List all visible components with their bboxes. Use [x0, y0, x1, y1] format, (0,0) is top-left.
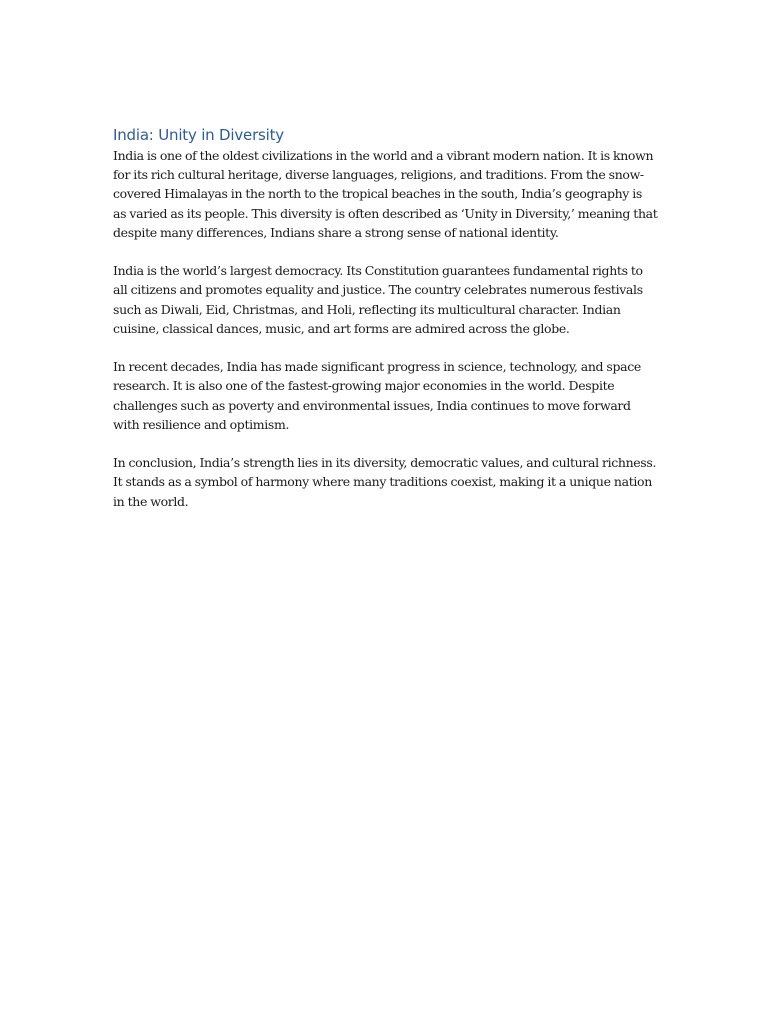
- paragraph-democracy: India is the world’s largest democracy. Its Constitution guarantees fundamental rights to all citizens and promotes equality and justice. The country celebrates numerous festivals such as Diwali, Eid, Christmas, and Holi, reflecting its multicultural character. Indian cuisine, classical dances, music, and art forms are admired across the globe.: [113, 263, 643, 336]
- paragraph-conclusion: In conclusion, India’s strength lies in its diversity, democratic values, and cultural richness. It stands as a symbol of harmony where many traditions coexist, making it a unique nation in the world.: [113, 455, 657, 509]
- document-body: [113, 124, 658, 530]
- paragraph-progress: In recent decades, India has made significant progress in science, technology, and space research. It is also one of the fastest-growing major economies in the world. Despite challenges such as poverty and environmental issues, India continues to move forward with resilience and optimism.: [113, 359, 641, 432]
- document-title: India: Unity in Diversity: [113, 126, 284, 144]
- paragraph-intro: India is one of the oldest civilizations in the world and a vibrant modern nation. It is known for its rich cultural heritage, diverse languages, religions, and traditions. From the snow-covered Himalayas in the north to the tropical beaches in the south, India’s geography is as varied as its people. This diversity is often described as ‘Unity in Diversity,’ meaning that despite many differences, Indians share a strong sense of national identity.: [113, 148, 658, 240]
